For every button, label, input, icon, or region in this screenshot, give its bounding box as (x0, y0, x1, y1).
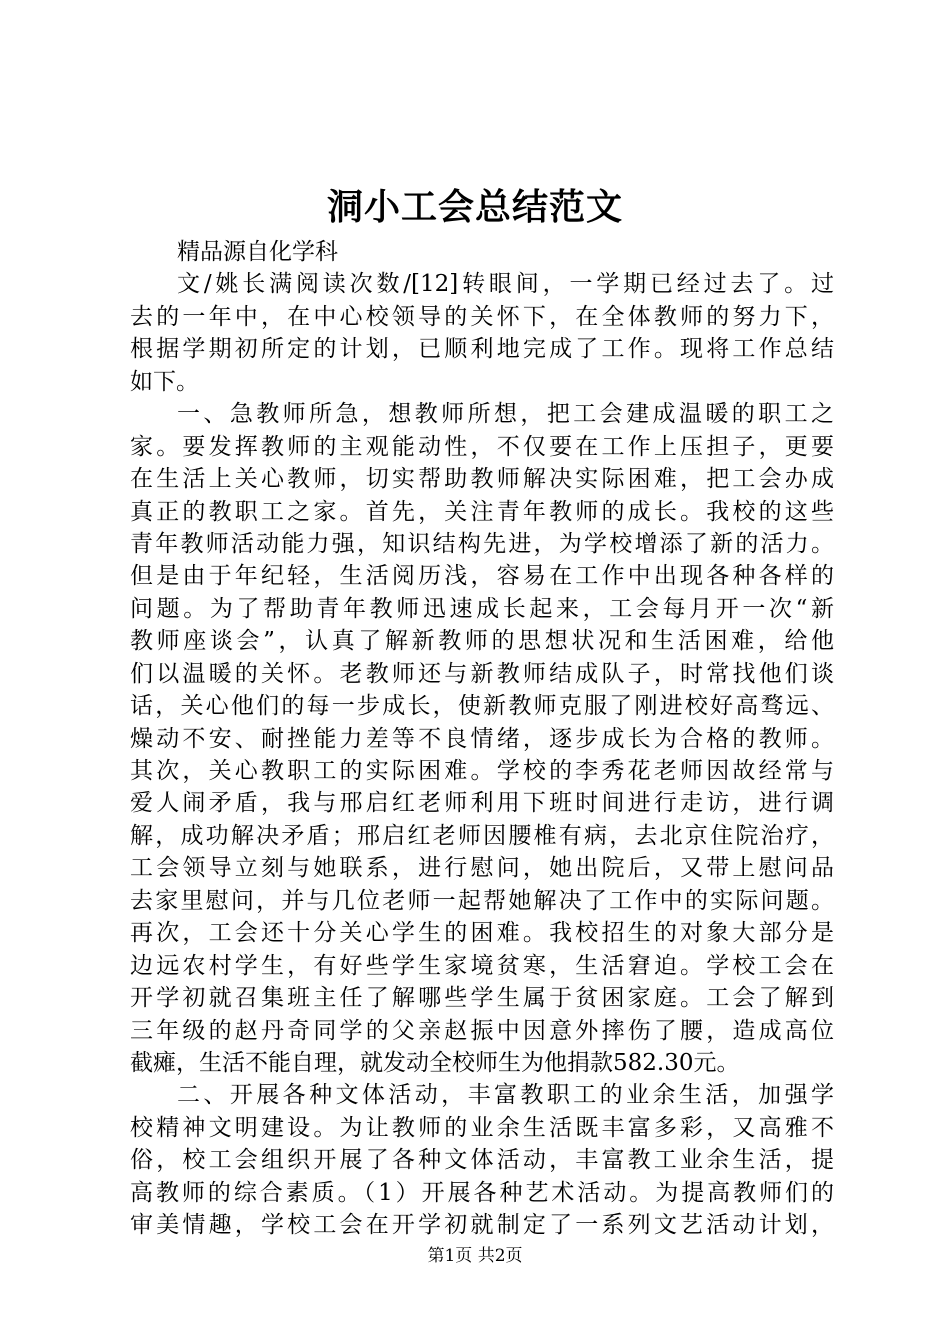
text-line: 们以温暖的关怀。老教师还与新教师结成队子，时常找他们谈 (130, 660, 834, 687)
page-title: 洞小工会总结范文 (326, 186, 623, 228)
page-number-footer: 第1页 共2页 (427, 1246, 523, 1266)
document-body (130, 236, 834, 1242)
text-line: 去的一年中，在中心校领导的关怀下，在全体教师的努力下， (130, 303, 834, 330)
text-line: 俗，校工会组织开展了各种文体活动，丰富教工业余生活，提 (130, 1147, 834, 1174)
text-line: 如下。 (130, 368, 199, 395)
text-line: 边远农村学生，有好些学生家境贫寒，生活窘迫。学校工会在 (130, 952, 834, 979)
text-line: 家。要发挥教师的主观能动性，不仅要在工作上压担子，更要 (130, 433, 834, 460)
text-line: 校精神文明建设。为让教师的业余生活既丰富多彩，又高雅不 (130, 1114, 834, 1141)
text-line: 文/姚长满阅读次数/[12]转眼间，一学期已经过去了。过 (177, 271, 834, 298)
text-line: 开学初就召集班主任了解哪些学生属于贫困家庭。工会了解到 (130, 985, 834, 1012)
text-line: 一、急教师所急，想教师所想，把工会建成温暖的职工之 (177, 401, 834, 428)
text-line: 爱人闹矛盾，我与邢启红老师利用下班时间进行走访，进行调 (130, 790, 834, 817)
text-line: 精品源自化学科 (177, 239, 338, 265)
text-line: 青年教师活动能力强，知识结构先进，为学校增添了新的活力。 (130, 530, 834, 557)
text-line: 三年级的赵丹奇同学的父亲赵振中因意外摔伤了腰，造成高位 (130, 1017, 834, 1044)
text-line: 但是由于年纪轻，生活阅历浅，容易在工作中出现各种各样的 (130, 563, 834, 590)
text-line: 话，关心他们的每一步成长，使新教师克服了刚进校好高骛远、 (130, 693, 834, 720)
text-line: 高教师的综合素质。（1）开展各种艺术活动。为提高教师们的 (130, 1179, 834, 1206)
text-line: 再次，工会还十分关心学生的困难。我校招生的对象大部分是 (130, 920, 834, 947)
text-line: 燥动不安、耐挫能力差等不良情绪，逐步成长为合格的教师。 (130, 725, 834, 752)
text-line: 解，成功解决矛盾；邢启红老师因腰椎有病，去北京住院治疗， (130, 822, 834, 849)
text-line: 问题。为了帮助青年教师迅速成长起来，工会每月开一次“新 (130, 595, 834, 622)
text-line: 在生活上关心教师，切实帮助教师解决实际困难，把工会办成 (130, 466, 834, 493)
text-line: 根据学期初所定的计划，已顺利地完成了工作。现将工作总结 (130, 336, 834, 363)
text-line: 审美情趣，学校工会在开学初就制定了一系列文艺活动计划， (130, 1212, 834, 1239)
text-line: 二、开展各种文体活动，丰富教职工的业余生活，加强学 (177, 1082, 834, 1109)
text-line: 截瘫，生活不能自理，就发动全校师生为他捐款582.30元。 (130, 1049, 740, 1076)
text-line: 其次，关心教职工的实际困难。学校的李秀花老师因故经常与 (130, 758, 834, 784)
text-line: 工会领导立刻与她联系，进行慰问，她出院后，又带上慰问品 (130, 855, 834, 882)
text-line: 真正的教职工之家。首先，关注青年教师的成长。我校的这些 (130, 498, 834, 525)
text-line: 教师座谈会”，认真了解新教师的思想状况和生活困难，给他 (130, 628, 834, 655)
text-line: 去家里慰问，并与几位老师一起帮她解决了工作中的实际问题。 (130, 887, 834, 914)
